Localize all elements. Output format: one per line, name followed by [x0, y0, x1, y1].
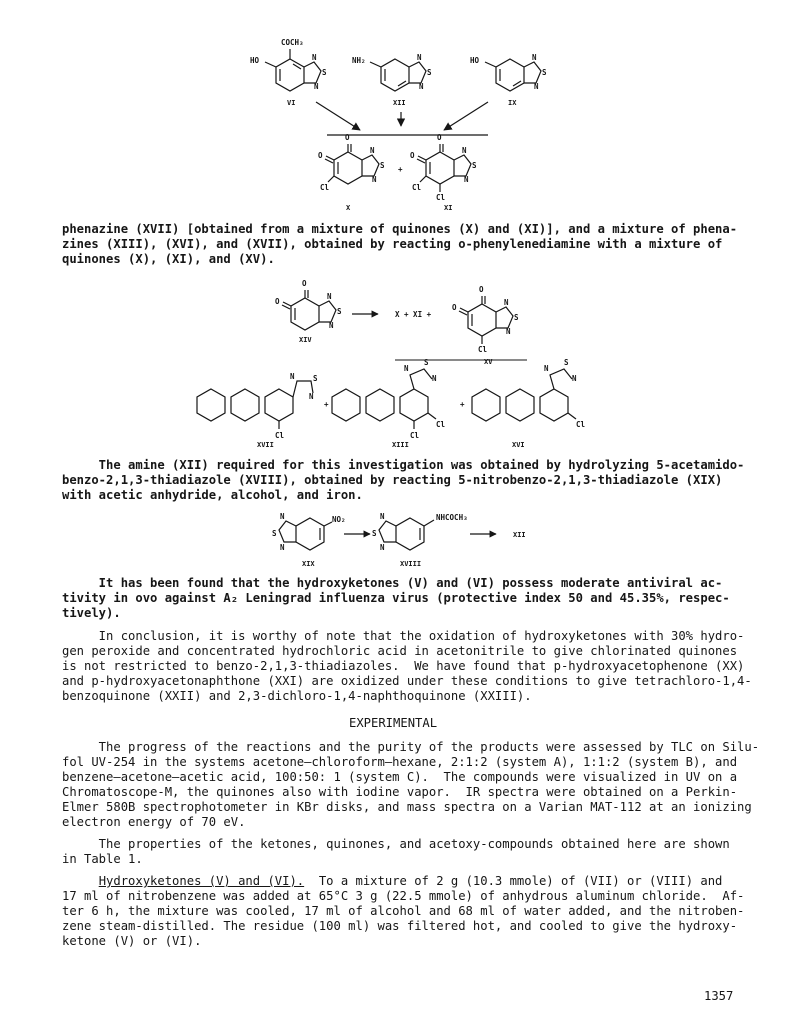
- ix-s-label: S: [542, 68, 547, 77]
- xvii-chloro-label: Cl: [275, 431, 285, 440]
- xi-oxo-top-label: O: [437, 133, 442, 142]
- paragraph-7-line-4: zene steam-distilled. The residue (100 ml) was filtered hot, and cooled to give the hydroxy-: [62, 919, 738, 933]
- xix-n1-label: N: [280, 512, 285, 521]
- compound-ix: [470, 53, 547, 107]
- paragraph-4-line-3: is not restricted to benzo-2,1,3-thiadiazoles. We have found that p-hydroxyacetophenone (XX): [62, 659, 745, 673]
- paragraph-2-line-1: The amine (XII) required for this investigation was obtained by hydrolyzing 5-acetamido-: [62, 458, 745, 472]
- xvi-n2-label: N: [572, 374, 577, 383]
- xiv-products-label: X + XI +: [395, 310, 432, 319]
- compound-xi: [410, 133, 477, 212]
- xv-chloro-label: Cl: [478, 345, 488, 354]
- compound-x: [318, 133, 385, 212]
- xii-amino-label: NH₂: [352, 56, 366, 65]
- xi-s-label: S: [472, 161, 477, 170]
- compound-vi: [250, 38, 327, 107]
- xiv-caption: XIV: [299, 336, 312, 344]
- x-oxo-left-label: O: [318, 151, 323, 160]
- x-chloro-label: Cl: [320, 183, 330, 192]
- paragraph-5-line-2: fol UV-254 in the systems acetone–chloroform–hexane, 2:1:2 (system A), 1:1:2 (system B), and: [62, 755, 738, 769]
- xix-s-label: S: [272, 529, 277, 538]
- xiv-oxo-top-label: O: [302, 279, 307, 288]
- paragraph-7-line-1-rest: To a mixture of 2 g (10.3 mmole) of (VII) or (VIII) and: [304, 874, 723, 888]
- xiv-s-label: S: [337, 307, 342, 316]
- paragraph-4-line-4: and p-hydroxyacetonaphthone (XXI) are oxidized under these conditions to give tetrachloro-1,4-: [62, 674, 752, 688]
- scheme1-plus: +: [398, 165, 403, 174]
- paragraph-3-line-2: tivity in ovo against A₂ Leningrad influenza virus (protective index 50 and 45.35%, respec-: [62, 591, 730, 605]
- x-s-label: S: [380, 161, 385, 170]
- xiv-n2-label: N: [329, 321, 334, 330]
- x-oxo-top-label: O: [345, 133, 350, 142]
- xvi-caption: XVI: [512, 441, 525, 449]
- xviii-s-label: S: [372, 529, 377, 538]
- xv-caption: XV: [484, 358, 493, 366]
- ix-hydroxy-label: HO: [470, 56, 480, 65]
- xvi-n1-label: N: [544, 364, 549, 373]
- xiii-s-label: S: [424, 358, 429, 367]
- xii-n2-label: N: [419, 82, 424, 91]
- paragraph-7-line-5: ketone (V) or (VI).: [62, 934, 202, 948]
- vi-n1-label: N: [312, 53, 317, 62]
- xvi-s-label: S: [564, 358, 569, 367]
- xvii-caption: XVII: [257, 441, 274, 449]
- xviii-n1-label: N: [380, 512, 385, 521]
- xi-caption: XI: [444, 204, 453, 212]
- xiii-chloro-right-label: Cl: [436, 420, 446, 429]
- xviii-caption: XVIII: [400, 560, 422, 568]
- ix-caption: IX: [508, 99, 517, 107]
- scheme-1: [0, 0, 796, 215]
- x-caption: X: [346, 204, 351, 212]
- xviii-n2-label: N: [380, 543, 385, 552]
- xii-s-label: S: [427, 68, 432, 77]
- xvii-n2-label: N: [309, 392, 314, 401]
- vi-n2-label: N: [314, 82, 319, 91]
- xv-n2-label: N: [506, 327, 511, 336]
- vi-s-label: S: [322, 68, 327, 77]
- scheme-2: [0, 280, 796, 460]
- paragraph-7-line-3: ter 6 h, the mixture was cooled, 17 ml of alcohol and 68 ml of water added, and the nitroben-: [62, 904, 745, 918]
- xviii-acetamido-label: NHCOCH₃: [436, 513, 468, 522]
- xv-s-label: S: [514, 313, 519, 322]
- xix-nitro-label: NO₂: [332, 515, 346, 524]
- xiii-n1-label: N: [404, 364, 409, 373]
- xvi-chloro-label: Cl: [576, 420, 586, 429]
- xv-oxo-top-label: O: [479, 285, 484, 294]
- vi-caption: VI: [287, 99, 296, 107]
- ix-n1-label: N: [532, 53, 537, 62]
- x-n1-label: N: [370, 146, 375, 155]
- paragraph-4-line-1: In conclusion, it is worthy of note that the oxidation of hydroxyketones with 30% hydro-: [62, 629, 745, 643]
- compound-xiv: [275, 279, 342, 344]
- scheme3-product-label: XII: [513, 531, 526, 539]
- paragraph-5-line-6: electron energy of 70 eV.: [62, 815, 246, 829]
- ix-n2-label: N: [534, 82, 539, 91]
- section-heading-experimental: EXPERIMENTAL: [349, 716, 438, 730]
- paragraph-7-indent: [62, 874, 99, 888]
- paragraph-3-line-1: It has been found that the hydroxyketones (V) and (VI) possess moderate antiviral ac-: [62, 576, 723, 590]
- xix-caption: XIX: [302, 560, 315, 568]
- xix-n2-label: N: [280, 543, 285, 552]
- paragraph-7-line-1: [62, 874, 722, 889]
- xii-caption: XII: [393, 99, 406, 107]
- compound-xix: [272, 512, 346, 568]
- compound-xii: [352, 53, 432, 107]
- paragraph-5-line-5: Elmer 580B spectrophotometer in KBr disks, and mass spectra on a Varian MAT-112 at an ionizing: [62, 800, 752, 814]
- paragraph-5-line-3: benzene–acetone–acetic acid, 100:50: 1 (system C). The compounds were visualized in UV on a: [62, 770, 738, 784]
- reaction-arrow-ix: [444, 102, 488, 130]
- compound-xvii: [197, 372, 318, 449]
- xvii-n1-label: N: [290, 372, 295, 381]
- paragraph-7-line-2: 17 ml of nitrobenzene was added at 65°C 3 g (22.5 mmole) of anhydrous aluminum chloride. Af-: [62, 889, 745, 903]
- xiii-caption: XIII: [392, 441, 409, 449]
- xv-n1-label: N: [504, 298, 509, 307]
- paragraph-1-line-2: zines (XIII), (XVI), and (XVII), obtained by reacting o-phenylenediamine with a mixture of: [62, 237, 723, 251]
- xii-n1-label: N: [417, 53, 422, 62]
- reaction-arrow-vi: [316, 102, 360, 130]
- xiii-n2-label: N: [432, 374, 437, 383]
- run-in-heading-hydroxyketones: Hydroxyketones (V) and (VI).: [98, 874, 305, 888]
- xi-chloro-bottom-label: Cl: [436, 193, 446, 202]
- xi-chloro-left-label: Cl: [412, 183, 422, 192]
- xi-n1-label: N: [462, 146, 467, 155]
- paragraph-5-line-4: Chromatoscope-M, the quinones also with iodine vapor. IR spectra were obtained on a Perkin-: [62, 785, 738, 799]
- compound-xviii: [372, 512, 468, 568]
- xiv-oxo-left-label: O: [275, 297, 280, 306]
- x-n2-label: N: [372, 175, 377, 184]
- paragraph-4-line-2: gen peroxide and concentrated hydrochloric acid in acetonitrile to give chlorinated quinones: [62, 644, 738, 658]
- xv-oxo-left-label: O: [452, 303, 457, 312]
- compound-xiii: [332, 358, 445, 449]
- paragraph-4-line-5: benzoquinone (XXII) and 2,3-dichloro-1,4-naphthoquinone (XXIII).: [62, 689, 532, 703]
- paragraph-3-line-3: tively).: [62, 606, 121, 620]
- paragraph-6-line-1: The properties of the ketones, quinones, and acetoxy-compounds obtained here are shown: [62, 837, 730, 851]
- scheme2-plus-2: +: [460, 400, 465, 409]
- scheme2-plus-1: +: [324, 400, 329, 409]
- compound-xv: [452, 285, 519, 366]
- paragraph-2-line-2: benzo-2,1,3-thiadiazole (XVIII), obtained by reacting 5-nitrobenzo-2,1,3-thiadiazole (XIX): [62, 473, 723, 487]
- paragraph-6-line-2: in Table 1.: [62, 852, 143, 866]
- paragraph-1-line-1: phenazine (XVII) [obtained from a mixture of quinones (X) and (XI)], and a mixture of phena-: [62, 222, 738, 236]
- vi-acetyl-label: COCH₃: [281, 38, 304, 47]
- xvii-s-label: S: [313, 374, 318, 383]
- page-number: 1357: [704, 989, 734, 1003]
- xiv-n1-label: N: [327, 292, 332, 301]
- paragraph-2-line-3: with acetic anhydride, alcohol, and iron.: [62, 488, 363, 502]
- scheme-3: [0, 504, 796, 574]
- paragraph-5-line-1: The progress of the reactions and the purity of the products were assessed by TLC on Silu-: [62, 740, 760, 754]
- vi-hydroxy-label: HO: [250, 56, 260, 65]
- xi-n2-label: N: [464, 175, 469, 184]
- xi-oxo-left-label: O: [410, 151, 415, 160]
- xiii-chloro-bottom-label: Cl: [410, 431, 420, 440]
- paragraph-1-line-3: quinones (X), (XI), and (XV).: [62, 252, 275, 266]
- compound-xvi: [472, 358, 585, 449]
